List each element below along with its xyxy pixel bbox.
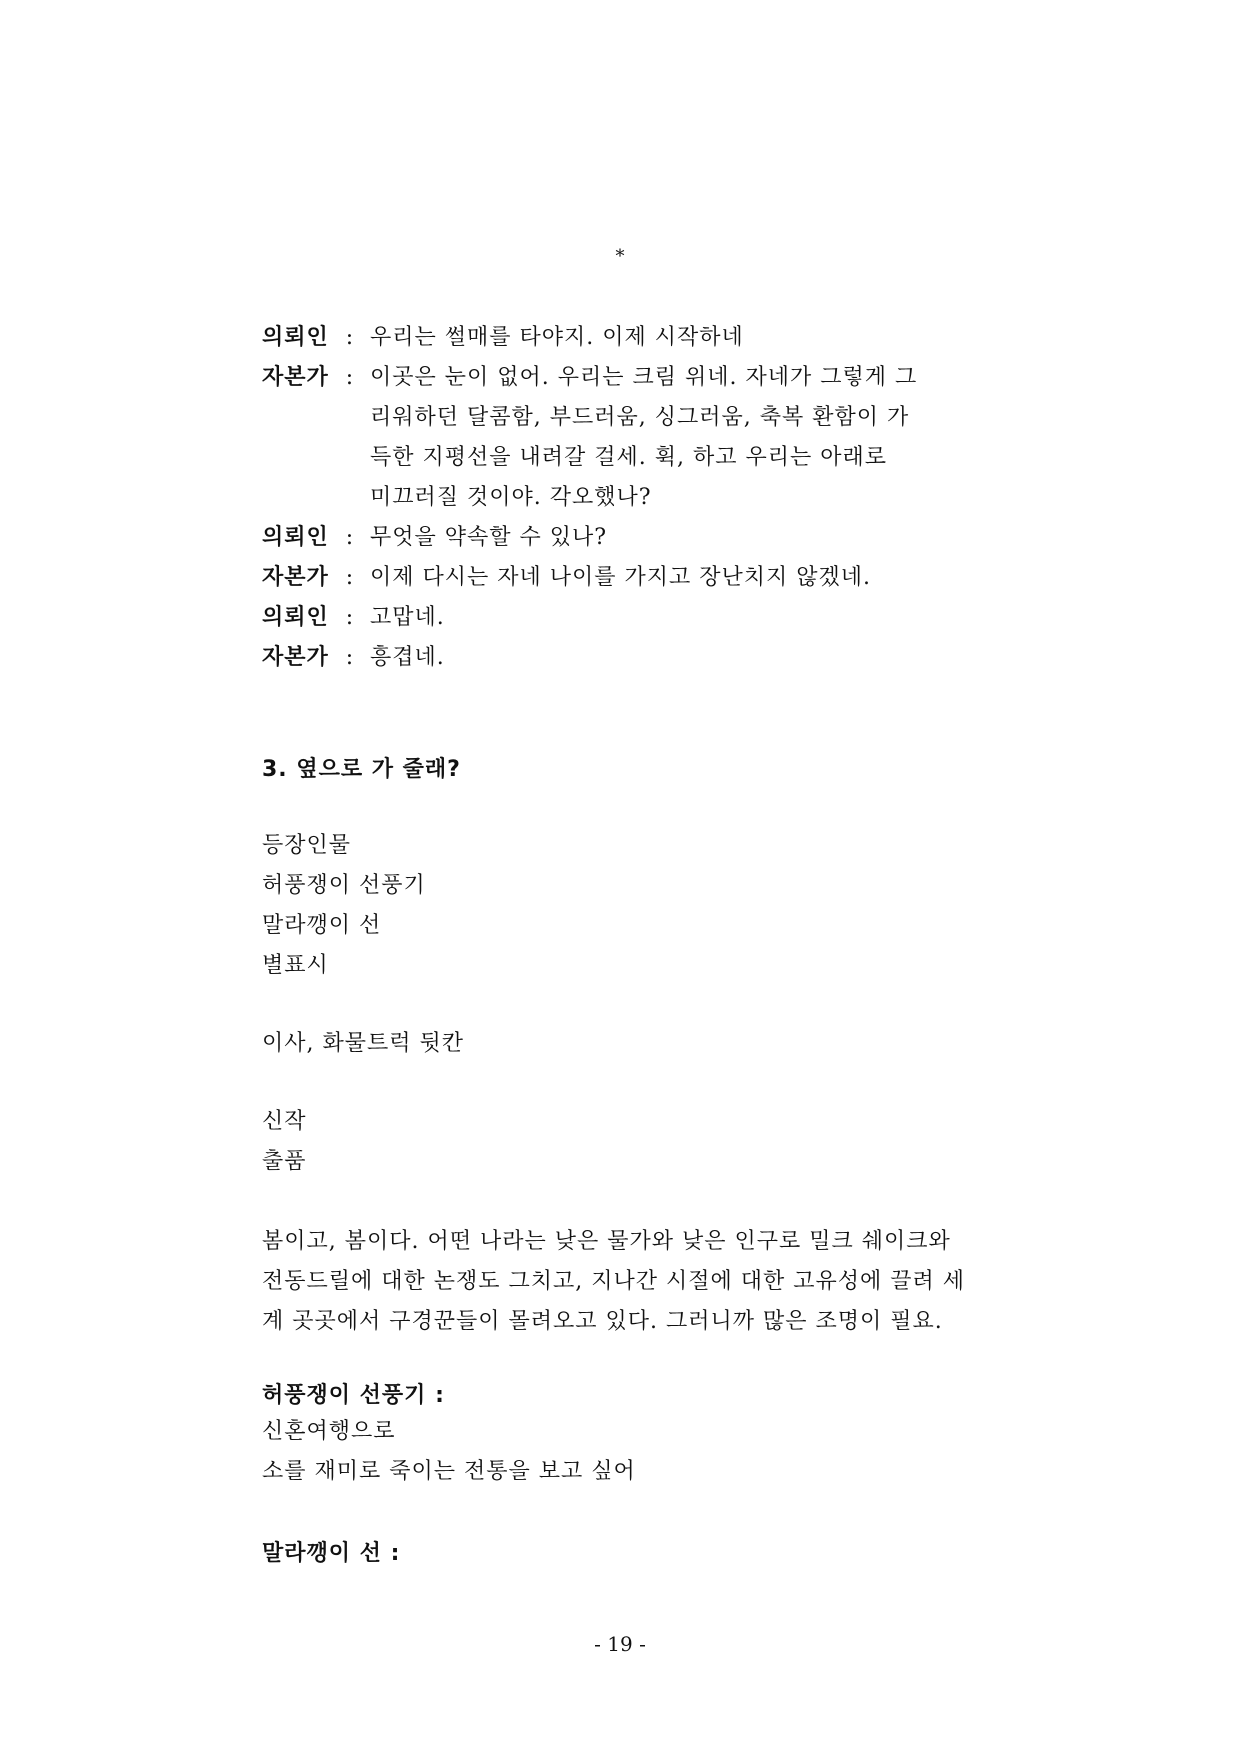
characters-heading: 등장인물 — [262, 833, 352, 858]
character-item: 허풍쟁이 선풍기 — [262, 873, 426, 898]
speech-line: 소를 재미로 죽이는 전통을 보고 싶어 — [262, 1459, 636, 1484]
speaker-name: 자본가 — [262, 645, 329, 670]
paragraph-line: 봄이고, 봄이다. 어떤 나라는 낮은 물가와 낮은 인구로 밀크 쉐이크와 — [262, 1229, 951, 1254]
speaker-name: 의뢰인 — [262, 605, 329, 630]
note-line: 출품 — [262, 1149, 307, 1174]
speaker-colon: : — [345, 525, 355, 550]
speech-text: 우리는 썰매를 타야지. 이제 시작하네 — [370, 325, 744, 350]
speech-text: 이곳은 눈이 없어. 우리는 크림 위네. 자네가 그렇게 그 리워하던 달콤함, 부드러움, 싱그러움, 축복 환함이 가 득한 지평선을 내려갈 걸세. 휙, 하고 우리는 아래로 미끄러질 것이야. 각오했나? — [370, 365, 918, 510]
dialogue-line — [262, 638, 982, 678]
paragraph-line: 전동드릴에 대한 논쟁도 그치고, 지나간 시절에 대한 고유성에 끌려 세 — [262, 1269, 965, 1294]
speaker-colon: : — [345, 325, 355, 350]
page-number: - 19 - — [594, 1632, 646, 1656]
speech-1-lines — [262, 1412, 982, 1492]
notes-block — [262, 1102, 982, 1182]
character-item: 별표시 — [262, 953, 329, 978]
dialogue-line — [262, 318, 982, 358]
paragraph-line: 계 곳곳에서 구경꾼들이 몰려오고 있다. 그러니까 많은 조명이 필요. — [262, 1309, 943, 1334]
setting-text: 이사, 화물트럭 뒷칸 — [262, 1031, 464, 1056]
dialogue-line — [262, 358, 982, 518]
note-line: 신작 — [262, 1109, 307, 1134]
dialogue-line — [262, 558, 982, 598]
speech-text: 무엇을 약속할 수 있나? — [370, 525, 608, 550]
speaker-name: 자본가 — [262, 565, 329, 590]
speech-text: 고맙네. — [370, 605, 445, 630]
speaker-label-2: 말라깽이 선 : — [262, 1541, 401, 1566]
dialogue-line — [262, 598, 982, 638]
speech-text: 흥겹네. — [370, 645, 445, 670]
speaker-name: 자본가 — [262, 365, 329, 390]
dialogue-line — [262, 518, 982, 558]
speaker-colon: : — [345, 605, 355, 630]
character-item: 말라깽이 선 — [262, 913, 382, 938]
scene-separator: * — [615, 246, 625, 267]
characters-list — [262, 826, 982, 986]
speaker-label-1: 허풍쟁이 선풍기 : — [262, 1383, 445, 1408]
speech-text: 이제 다시는 자네 나이를 가지고 장난치지 않겠네. — [370, 565, 871, 590]
speaker-name: 의뢰인 — [262, 525, 329, 550]
speaker-colon: : — [345, 645, 355, 670]
dialogue-block — [262, 318, 982, 678]
stage-direction-paragraph — [262, 1222, 982, 1342]
speaker-name: 의뢰인 — [262, 325, 329, 350]
speech-line: 신혼여행으로 — [262, 1419, 396, 1444]
speaker-colon: : — [345, 365, 355, 390]
speaker-colon: : — [345, 565, 355, 590]
section-title: 3. 옆으로 가 줄래? — [262, 757, 461, 782]
